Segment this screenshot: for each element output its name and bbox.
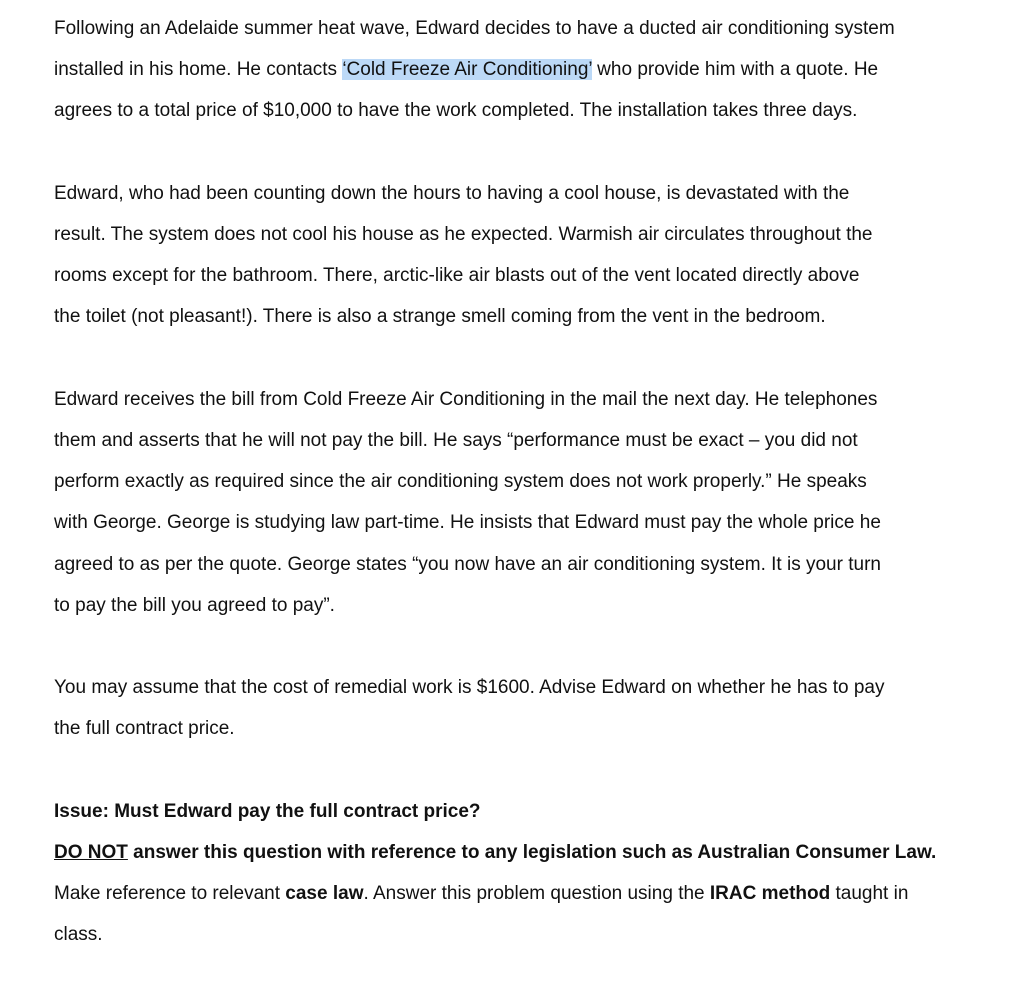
text-segment: answer this question with reference to any legislation such as Australian Consumer Law. xyxy=(127,842,937,863)
paragraph-scenario-intro xyxy=(54,8,1024,132)
text-line xyxy=(54,873,1024,914)
issue-heading: Issue: Must Edward pay the full contract price? xyxy=(54,800,481,822)
text-line: Edward receives the bill from Cold Freeze Air Conditioning in the mail the next day. He telephones xyxy=(54,388,878,410)
text-segment: who provide him with a quote. He xyxy=(591,59,879,81)
text-line xyxy=(54,832,1024,873)
text-line: agrees to a total price of $10,000 to have the work completed. The installation takes three days. xyxy=(54,100,858,122)
case-law-emphasis: case law xyxy=(285,883,364,905)
text-line: agreed to as per the quote. George states “you now have an air conditioning system. It is your turn xyxy=(54,553,881,575)
paragraph-spacer xyxy=(54,750,1024,791)
highlighted-company-name[interactable]: ‘Cold Freeze Air Conditioning’ xyxy=(342,59,592,81)
irac-method-emphasis: IRAC method xyxy=(709,883,831,905)
text-segment: Make reference to relevant xyxy=(54,883,286,905)
text-segment: taught in xyxy=(830,883,909,905)
text-line: You may assume that the cost of remedial work is $1600. Advise Edward on whether he has to pay xyxy=(54,677,885,699)
paragraph-instructions xyxy=(54,791,1024,956)
text-line: the toilet (not pleasant!). There is also a strange smell coming from the vent in the bedroom. xyxy=(54,306,826,328)
text-line: perform exactly as required since the air conditioning system does not work properly.” He speaks xyxy=(54,471,867,493)
text-line: class. xyxy=(54,924,103,946)
paragraph-spacer xyxy=(54,132,1024,173)
text-segment: . Answer this problem question using the xyxy=(363,883,710,905)
paragraph-spacer xyxy=(54,626,1024,667)
text-line: rooms except for the bathroom. There, arctic-like air blasts out of the vent located directly above xyxy=(54,265,860,287)
text-line: Edward, who had been counting down the hours to having a cool house, is devastated with the xyxy=(54,182,850,204)
paragraph-task xyxy=(54,667,1024,749)
text-line: result. The system does not cool his house as he expected. Warmish air circulates throughout the xyxy=(54,224,873,245)
document-body xyxy=(54,8,1024,956)
paragraph-dispute xyxy=(54,379,1024,626)
text-segment: installed in his home. He contacts xyxy=(54,59,343,81)
paragraph-spacer xyxy=(54,338,1024,379)
do-not-emphasis: DO NOT xyxy=(54,842,128,863)
text-line: with George. George is studying law part-time. He insists that Edward must pay the whole price he xyxy=(54,512,881,534)
text-line: Following an Adelaide summer heat wave, Edward decides to have a ducted air conditioning system xyxy=(54,18,895,39)
text-line: the full contract price. xyxy=(54,718,235,740)
text-line xyxy=(54,49,1024,90)
text-line: to pay the bill you agreed to pay”. xyxy=(54,594,335,616)
paragraph-result xyxy=(54,173,1024,338)
text-line: them and asserts that he will not pay the bill. He says “performance must be exact – you did not xyxy=(54,430,858,451)
